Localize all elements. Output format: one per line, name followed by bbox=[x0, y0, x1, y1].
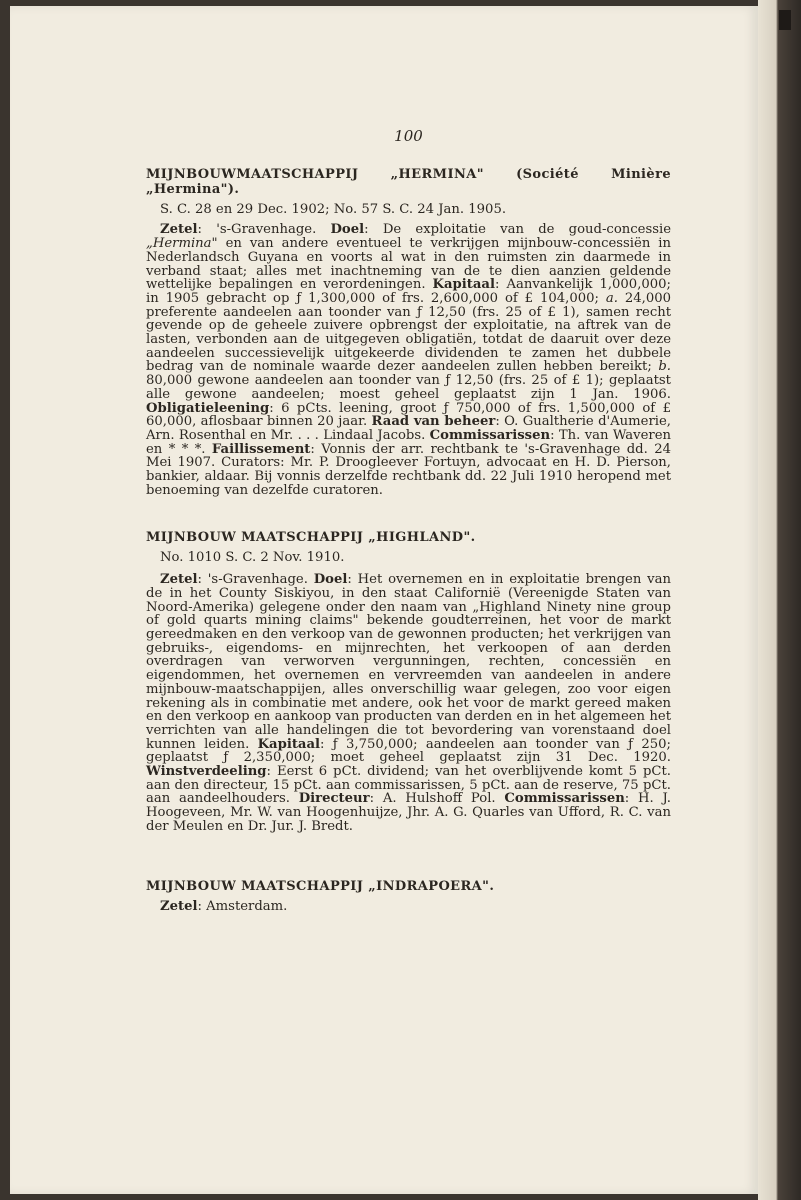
zetel-value: Amsterdam. bbox=[206, 898, 288, 914]
zetel-label: Zetel bbox=[160, 898, 198, 914]
entry-highland bbox=[146, 530, 671, 833]
commissarissen-value: H. J. Hoogeveen, Mr. W. van Hoogenhuijze, Jhr. A. G. Quarles van Ufford, R. C. van der Meulen en Dr. Jur. J. Bredt. bbox=[146, 791, 671, 834]
kapitaal-text-a: 24,000 preferente aandeelen aan toonder van ƒ 12,50 (frs. 25 of £ 1), samen recht gevende op de geheele zuivere opbrengst der exploitatie, na aftrek van de lasten, verbonden aan de uitgegeven obligatiën, totdat de daaruit over deze aandeelen successievelijk uitgekeerde dividenden te zamen het dubbele bedrag van de nominale waarde dezer aandeelen zullen hebben bereikt; bbox=[146, 290, 672, 375]
zetel-label: Zetel bbox=[160, 222, 198, 238]
doel-label: Doel bbox=[313, 572, 348, 588]
doel-text-cont: en van andere eventueel te verkrijgen mijnbouw-concessiën in Nederlandsch Guyana en voorts al wat in den ruimsten zin daarmede in verband staat; alles met inachtneming van de te dien aanzien geldende wettelijke bepalingen en verordeningen. bbox=[146, 236, 671, 293]
entry-indrapoera bbox=[146, 879, 671, 914]
page-number: 100 bbox=[394, 127, 423, 145]
adjacent-page-edge bbox=[758, 0, 801, 1200]
entry-title: MIJNBOUW MAATSCHAPPIJ „INDRAPOERA". bbox=[146, 878, 495, 894]
zetel-value: 's-Gravenhage. bbox=[207, 572, 308, 588]
kapitaal-value: ƒ 3,750,000; aandeelen aan toonder van ƒ 250; geplaatst ƒ 2,350,000; moet geheel geplaatst zijn 31 Dec. 1920. bbox=[146, 736, 671, 766]
doel-name: „Hermina" bbox=[146, 236, 218, 252]
doel-label: Doel bbox=[330, 222, 365, 238]
entry-title: MIJNBOUWMAATSCHAPPIJ „HERMINA" (Société Minière „Hermina"). bbox=[146, 166, 671, 197]
scan-edge-mark bbox=[779, 10, 791, 30]
registration: No. 1010 S. C. 2 Nov. 1910. bbox=[160, 550, 345, 566]
zetel-value: 's-Gravenhage. bbox=[216, 222, 317, 238]
raad-value: O. Gualtherie d'Aumerie, Arn. Rosenthal en Mr. . . . Lindaal Jacobs. bbox=[146, 414, 671, 443]
directeur-value: A. Hulshoff Pol. bbox=[382, 791, 496, 807]
winstverdeeling-value: Eerst 6 pCt. dividend; van het overblijvende komt 5 pCt. aan den directeur, 15 pCt. aan commissarissen, 5 pCt. aan de reserve, 75 pCt. aan aandeelhouders. bbox=[146, 764, 672, 807]
kapitaal-marker-a: a. bbox=[605, 290, 618, 306]
commissarissen-label: Commissarissen bbox=[429, 427, 551, 443]
registration: S. C. 28 en 29 Dec. 1902; No. 57 S. C. 24 Jan. 1905. bbox=[160, 201, 507, 217]
zetel-label: Zetel bbox=[160, 572, 198, 588]
kapitaal-label: Kapitaal bbox=[432, 277, 495, 293]
obligatie-label: Obligatieleening bbox=[146, 400, 270, 416]
entry-body: Zetel: 's-Gravenhage. Doel: Het overnemen en in exploitatie brengen van de in het County Siskiyou, in den staat Californië (Vereenigde Staten van Noord-Amerika) gelegene onder den naam van „Highland Ninety nine group of gold quarts mining claims" bekende goudterreinen, het voor de markt gereedmaken en den verkoop van de gewonnen producten; het verkrijgen van gebruiks-, eigendoms- en mijnrechten, het verkoopen of aan derden overdragen van verworven vergunningen, rechten, concessiën en eigendommen, het overnemen en vervreemden van aandeelen in andere mijnbouw-maatschappijen, alles onverschillig waar gelegen, zoo voor eigen rekening als in combinatie met andere, ook het voor de markt gereed maken en den verkoop en aankoop van producten van derden en in het algemeen het verrichten van alle handelingen die tot bevordering van vorenstaand doel kunnen leiden. Kapitaal: ƒ 3,750,000; aandeelen aan toonder van ƒ 250; geplaatst ƒ 2,350,000; moet geheel geplaatst zijn 31 Dec. 1920. Winstverdeeling: Eerst 6 pCt. dividend; van het overblijvende komt 5 pCt. aan den directeur, 15 pCt. aan commissarissen, 5 pCt. aan de reserve, 75 pCt. aan aandeelhouders. Directeur: A. Hulshoff Pol. Commissarissen: H. J. Hoogeveen, Mr. W. van Hoogenhuijze, Jhr. A. G. Quarles van Ufford, R. C. van der Meulen en Dr. Jur. J. Bredt. bbox=[146, 572, 672, 834]
entry-title: MIJNBOUW MAATSCHAPPIJ „HIGHLAND". bbox=[146, 530, 476, 546]
kapitaal-label: Kapitaal bbox=[257, 736, 321, 752]
entry-hermina bbox=[146, 167, 671, 498]
entry-body: Zetel: Amsterdam. bbox=[160, 898, 288, 914]
entry-body: Zetel: 's-Gravenhage. Doel: De exploitatie van de goud-concessie „Hermina" en van andere eventueel te verkrijgen mijnbouw-concessiën in Nederlandsch Guyana en voorts al wat in den ruimsten zin daarmede in verband staat; alles met inachtneming van de te dien aanzien geldende wettelijke bepalingen en verordeningen. Kapitaal: Aanvankelijk 1,000,000; in 1905 gebracht op ƒ 1,300,000 of frs. 2,600,000 of £ 104,000; a. 24,000 preferente aandeelen aan toonder van ƒ 12,50 (frs. 25 of £ 1), samen recht gevende op de geheele zuivere opbrengst der exploitatie, na aftrek van de lasten, verbonden aan de uitgegeven obligatiën, totdat de daaruit over deze aandeelen successievelijk uitgekeerde dividenden te zamen het dubbele bedrag van de nominale waarde dezer aandeelen zullen hebben bereikt; b. 80,000 gewone aandeelen aan toonder van ƒ 12,50 (frs. 25 of £ 1); geplaatst alle gewone aandeelen; moest geheel geplaatst zijn 1 Jan. 1906. Obligatieleening: 6 pCts. leening, groot ƒ 750,000 of frs. 1,500,000 of £ 60,000, aflosbaar binnen 20 jaar. Raad van beheer: O. Gualtherie d'Aumerie, Arn. Rosenthal en Mr. . . . Lindaal Jacobs. Commissarissen: Th. van Waveren en * * *. Faillissement: Vonnis der arr. rechtbank te 's-Gravenhage dd. 24 Mei 1907. Curators: Mr. P. Droogleever Fortuyn, advocaat en H. D. Pierson, bankier, aldaar. Bij vonnis derzelfde rechtbank dd. 22 Juli 1910 heropend met benoeming van dezelfde curatoren. bbox=[146, 222, 672, 498]
commissarissen-value: Th. van Waveren en * * *. bbox=[146, 427, 671, 457]
directeur-label: Directeur bbox=[298, 791, 370, 807]
kapitaal-text-b: 80,000 gewone aandeelen aan toonder van ƒ 12,50 (frs. 25 of £ 1); geplaatst alle gewone aandeelen; moest geheel geplaatst zijn 1 Jan. 1906. bbox=[146, 373, 671, 402]
commissarissen-label: Commissarissen bbox=[504, 791, 625, 807]
doel-text: De exploitatie van de goud-concessie bbox=[382, 222, 671, 238]
winstverdeeling-label: Winstverdeeling bbox=[146, 764, 267, 780]
obligatie-value: 6 pCts. leening, groot ƒ 750,000 of frs. 1,500,000 of £ 60,000, aflosbaar binnen 20 jaar. bbox=[146, 400, 671, 430]
faillissement-value: Vonnis der arr. rechtbank te 's-Gravenhage dd. 24 Mei 1907. Curators: Mr. P. Droogleever Fortuyn, advocaat en H. D. Pierson, bankier, aldaar. Bij vonnis derzelfde rechtbank dd. 22 Juli 1910 heropend met benoeming van dezelfde curatoren. bbox=[146, 441, 671, 498]
faillissement-label: Faillissement bbox=[211, 441, 311, 457]
page-content bbox=[146, 127, 672, 914]
kapitaal-text: Aanvankelijk 1,000,000; in 1905 gebracht op ƒ 1,300,000 of frs. 2,600,000 of £ 104,000; bbox=[146, 277, 671, 306]
doel-value: Het overnemen en in exploitatie brengen van de in het County Siskiyou, in den staat Californië (Vereenigde Staten van Noord-Amerika) gelegene onder den naam van „Highland Ninety nine group of gold quarts mining claims" bekende goudterreinen, het voor de markt gereedmaken en den verkoop van de gewonnen producten; het verkrijgen van gebruiks-, eigendoms- en mijnrechten, het verkoopen of aan derden overdragen van verworven vergunningen, rechten, concessiën en eigendommen, het overnemen en vervreemden van aandeelen in andere mijnbouw-maatschappijen, alles onverschillig waar gelegen, zoo voor eigen rekening als in combinatie met andere, ook het voor de markt gereed maken en den verkoop en aankoop van producten van derden en in het algemeen het verrichten van alle handelingen die tot bevordering van vorenstaand doel kunnen leiden. bbox=[146, 572, 671, 752]
raad-label: Raad van beheer bbox=[371, 414, 496, 430]
kapitaal-marker-b: b. bbox=[658, 359, 671, 375]
